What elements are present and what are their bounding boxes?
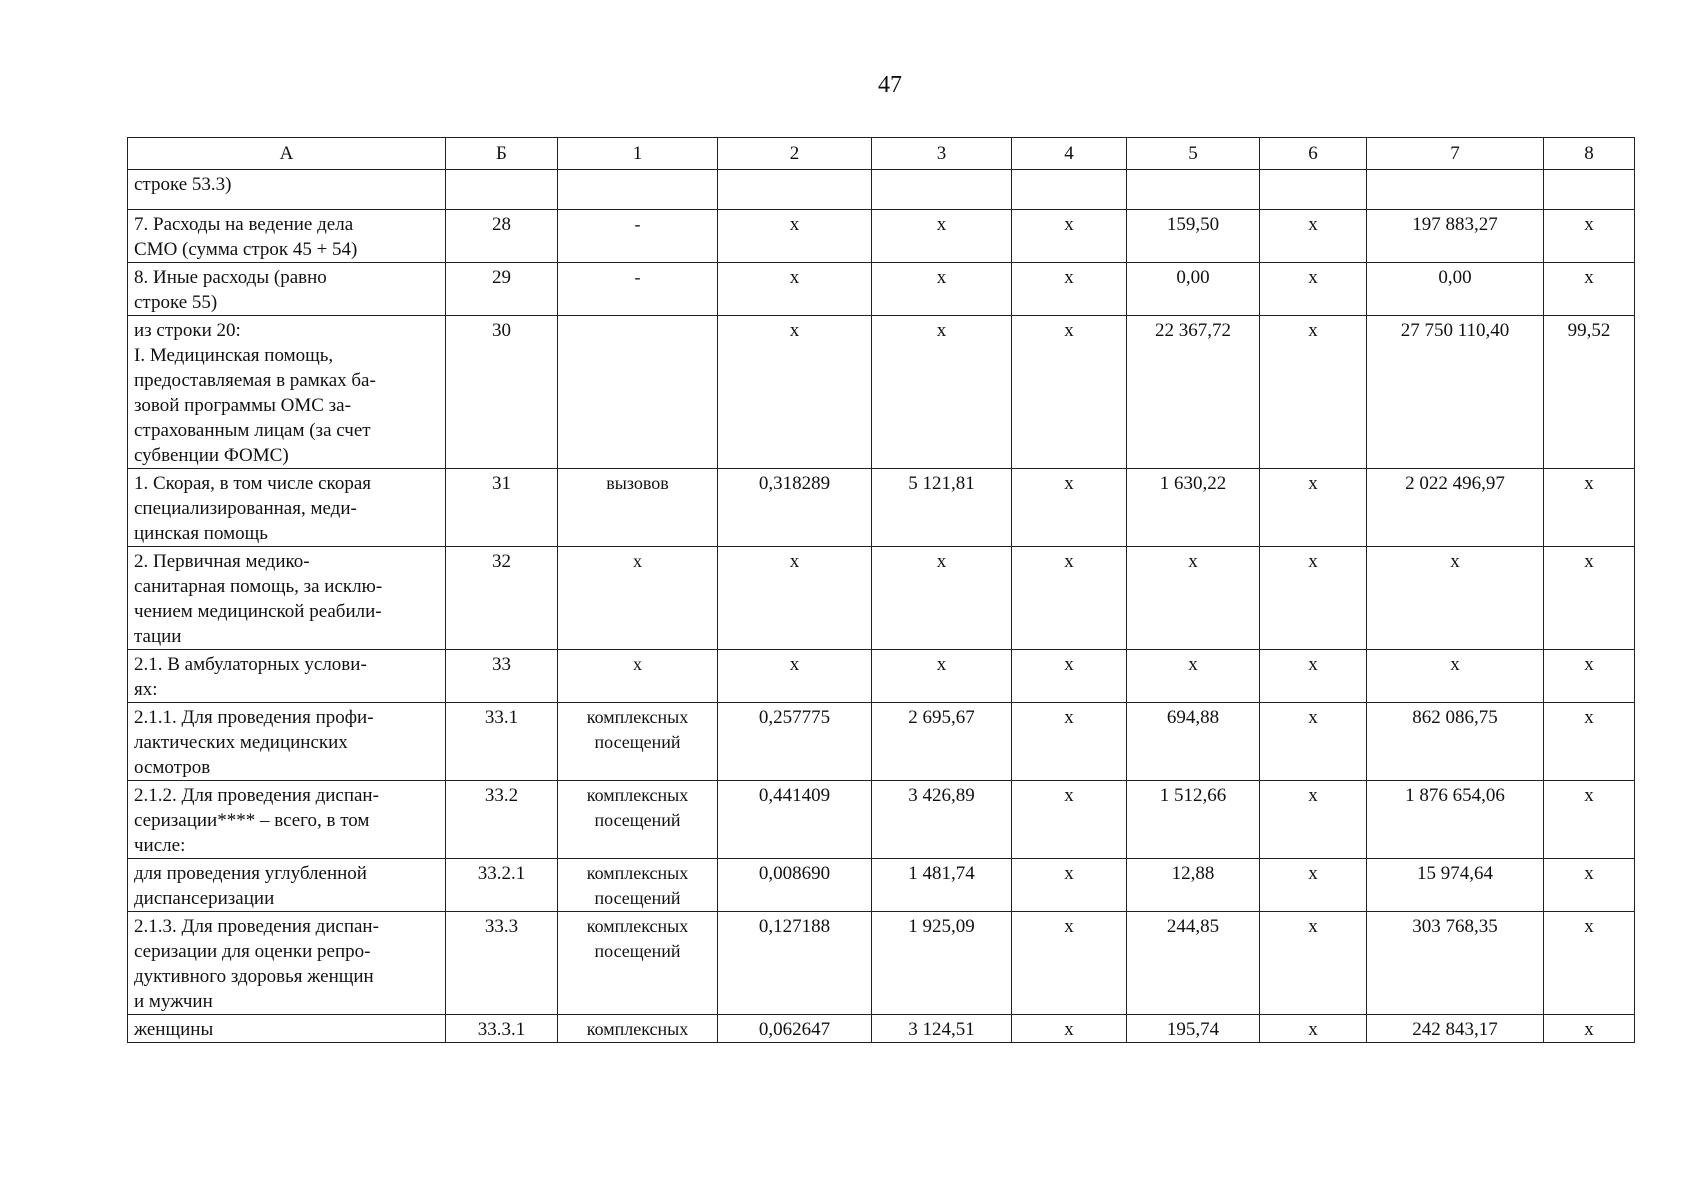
cell-unit bbox=[558, 859, 718, 912]
description-line: цинская помощь bbox=[134, 523, 268, 544]
cell-col-8: х bbox=[1544, 781, 1635, 859]
description-line: 1. Скорая, в том числе скорая bbox=[134, 473, 371, 494]
cell-col-3: х bbox=[872, 316, 1012, 469]
cell-line-code: 33.3.1 bbox=[446, 1015, 558, 1043]
table-row bbox=[128, 650, 1635, 703]
table-header bbox=[128, 138, 1635, 170]
header-col-b: Б bbox=[446, 138, 558, 170]
cell-col-8: х bbox=[1544, 210, 1635, 263]
cell-col-5: х bbox=[1127, 650, 1260, 703]
cell-col-8: х bbox=[1544, 650, 1635, 703]
cell-col-3: х bbox=[872, 547, 1012, 650]
cell-col-5: 22 367,72 bbox=[1127, 316, 1260, 469]
cell-col-4: х bbox=[1012, 703, 1127, 781]
data-table bbox=[127, 137, 1635, 1043]
description-line: осмотров bbox=[134, 757, 211, 778]
table-body bbox=[128, 170, 1635, 1043]
cell-col-7: 15 974,64 bbox=[1367, 859, 1544, 912]
description-line: и мужчин bbox=[134, 991, 213, 1012]
cell-col-4: х bbox=[1012, 650, 1127, 703]
cell-description bbox=[128, 170, 446, 210]
cell-unit bbox=[558, 170, 718, 210]
header-row bbox=[128, 138, 1635, 170]
cell-description bbox=[128, 1015, 446, 1043]
cell-description bbox=[128, 781, 446, 859]
description-line: чением медицинской реабили- bbox=[134, 601, 382, 622]
unit-line: вызовов bbox=[606, 473, 669, 493]
table-row bbox=[128, 210, 1635, 263]
unit-line: х bbox=[633, 654, 642, 674]
cell-col-6: х bbox=[1260, 210, 1367, 263]
cell-col-6: х bbox=[1260, 859, 1367, 912]
description-line: из строки 20: bbox=[134, 320, 241, 341]
cell-line-code: 28 bbox=[446, 210, 558, 263]
description-line: 2.1.1. Для проведения профи- bbox=[134, 707, 374, 728]
cell-col-6: х bbox=[1260, 781, 1367, 859]
unit-line: комплексных bbox=[586, 707, 689, 727]
cell-col-2: 0,441409 bbox=[718, 781, 872, 859]
header-col-a: А bbox=[128, 138, 446, 170]
unit-line: - bbox=[634, 214, 641, 234]
description-line: I. Медицинская помощь, bbox=[134, 345, 334, 366]
cell-col-3: 3 124,51 bbox=[872, 1015, 1012, 1043]
table-row bbox=[128, 263, 1635, 316]
cell-col-5: 244,85 bbox=[1127, 912, 1260, 1015]
cell-description bbox=[128, 210, 446, 263]
unit-line: комплексных bbox=[586, 1019, 689, 1039]
unit-line: посещений bbox=[594, 888, 681, 908]
description-line: 8. Иные расходы (равно bbox=[134, 267, 327, 288]
description-line: для проведения углубленной bbox=[134, 863, 367, 884]
description-line: 7. Расходы на ведение дела bbox=[134, 214, 354, 235]
unit-line: посещений bbox=[594, 810, 681, 830]
cell-col-7: 197 883,27 bbox=[1367, 210, 1544, 263]
unit-line: комплексных bbox=[586, 863, 689, 883]
cell-line-code bbox=[446, 170, 558, 210]
description-line: зовой программы ОМС за- bbox=[134, 395, 351, 416]
header-col-3: 3 bbox=[872, 138, 1012, 170]
header-col-6: 6 bbox=[1260, 138, 1367, 170]
cell-description bbox=[128, 912, 446, 1015]
description-line: предоставляемая в рамках ба- bbox=[134, 370, 376, 391]
cell-col-4: х bbox=[1012, 781, 1127, 859]
cell-col-2: 0,257775 bbox=[718, 703, 872, 781]
cell-col-3: х bbox=[872, 210, 1012, 263]
cell-description bbox=[128, 263, 446, 316]
header-col-4: 4 bbox=[1012, 138, 1127, 170]
cell-col-7: 2 022 496,97 bbox=[1367, 469, 1544, 547]
description-line: специализированная, меди- bbox=[134, 498, 357, 519]
cell-col-7: 862 086,75 bbox=[1367, 703, 1544, 781]
cell-col-2: 0,008690 bbox=[718, 859, 872, 912]
cell-col-2: х bbox=[718, 316, 872, 469]
cell-line-code: 32 bbox=[446, 547, 558, 650]
cell-col-4: х bbox=[1012, 1015, 1127, 1043]
cell-line-code: 33.1 bbox=[446, 703, 558, 781]
cell-col-4 bbox=[1012, 170, 1127, 210]
cell-col-8: х bbox=[1544, 1015, 1635, 1043]
cell-col-8: х bbox=[1544, 703, 1635, 781]
cell-col-6: х bbox=[1260, 469, 1367, 547]
cell-col-4: х bbox=[1012, 912, 1127, 1015]
cell-col-5: 195,74 bbox=[1127, 1015, 1260, 1043]
table-row bbox=[128, 1015, 1635, 1043]
unit-line: - bbox=[634, 267, 641, 287]
cell-description bbox=[128, 650, 446, 703]
cell-description bbox=[128, 316, 446, 469]
table-row bbox=[128, 781, 1635, 859]
cell-description bbox=[128, 547, 446, 650]
cell-col-3: 5 121,81 bbox=[872, 469, 1012, 547]
unit-line: посещений bbox=[594, 941, 681, 961]
cell-col-6: х bbox=[1260, 912, 1367, 1015]
description-line: женщины bbox=[134, 1019, 214, 1040]
description-line: дуктивного здоровья женщин bbox=[134, 966, 374, 987]
table-row bbox=[128, 859, 1635, 912]
cell-col-7: х bbox=[1367, 650, 1544, 703]
header-col-2: 2 bbox=[718, 138, 872, 170]
cell-col-3: 1 925,09 bbox=[872, 912, 1012, 1015]
cell-col-7: 242 843,17 bbox=[1367, 1015, 1544, 1043]
cell-line-code: 33.2 bbox=[446, 781, 558, 859]
cell-line-code: 31 bbox=[446, 469, 558, 547]
cell-unit bbox=[558, 703, 718, 781]
cell-col-2: х bbox=[718, 650, 872, 703]
header-col-8: 8 bbox=[1544, 138, 1635, 170]
table-row bbox=[128, 469, 1635, 547]
cell-col-3: 2 695,67 bbox=[872, 703, 1012, 781]
cell-line-code: 33.2.1 bbox=[446, 859, 558, 912]
cell-col-7: 0,00 bbox=[1367, 263, 1544, 316]
cell-col-8: х bbox=[1544, 263, 1635, 316]
cell-col-8: х bbox=[1544, 912, 1635, 1015]
cell-col-3 bbox=[872, 170, 1012, 210]
description-line: 2.1.3. Для проведения диспан- bbox=[134, 916, 379, 937]
cell-unit bbox=[558, 1015, 718, 1043]
unit-line: комплексных bbox=[586, 785, 689, 805]
cell-col-8 bbox=[1544, 170, 1635, 210]
cell-col-7 bbox=[1367, 170, 1544, 210]
cell-col-4: х bbox=[1012, 263, 1127, 316]
table-row bbox=[128, 170, 1635, 210]
cell-col-6: х bbox=[1260, 703, 1367, 781]
cell-col-8: 99,52 bbox=[1544, 316, 1635, 469]
description-line: серизации**** – всего, в том bbox=[134, 810, 370, 831]
cell-col-7: х bbox=[1367, 547, 1544, 650]
cell-col-2 bbox=[718, 170, 872, 210]
cell-col-5: 694,88 bbox=[1127, 703, 1260, 781]
table-row bbox=[128, 547, 1635, 650]
description-line: страхованным лицам (за счет bbox=[134, 420, 371, 441]
cell-col-6: х bbox=[1260, 547, 1367, 650]
unit-line: х bbox=[633, 551, 642, 571]
description-line: ях: bbox=[134, 679, 158, 700]
cell-col-4: х bbox=[1012, 547, 1127, 650]
unit-line: посещений bbox=[594, 732, 681, 752]
cell-col-6: х bbox=[1260, 1015, 1367, 1043]
description-line: 2. Первичная медико- bbox=[134, 551, 310, 572]
page-number: 47 bbox=[878, 72, 902, 98]
cell-col-5: 0,00 bbox=[1127, 263, 1260, 316]
cell-col-3: х bbox=[872, 650, 1012, 703]
cell-col-2: 0,127188 bbox=[718, 912, 872, 1015]
cell-unit bbox=[558, 650, 718, 703]
cell-unit bbox=[558, 547, 718, 650]
cell-description bbox=[128, 703, 446, 781]
cell-col-5 bbox=[1127, 170, 1260, 210]
cell-col-5: 12,88 bbox=[1127, 859, 1260, 912]
description-line: 2.1. В амбулаторных услови- bbox=[134, 654, 367, 675]
cell-col-5: 1 512,66 bbox=[1127, 781, 1260, 859]
cell-col-7: 303 768,35 bbox=[1367, 912, 1544, 1015]
cell-col-8: х bbox=[1544, 469, 1635, 547]
cell-col-4: х bbox=[1012, 210, 1127, 263]
cell-col-7: 1 876 654,06 bbox=[1367, 781, 1544, 859]
cell-col-2: х bbox=[718, 210, 872, 263]
cell-col-4: х bbox=[1012, 316, 1127, 469]
description-line: строке 55) bbox=[134, 292, 218, 313]
cell-unit bbox=[558, 316, 718, 469]
description-line: 2.1.2. Для проведения диспан- bbox=[134, 785, 379, 806]
table-row bbox=[128, 703, 1635, 781]
description-line: тации bbox=[134, 626, 182, 647]
unit-line: комплексных bbox=[586, 916, 689, 936]
description-line: числе: bbox=[134, 835, 186, 856]
cell-col-3: 1 481,74 bbox=[872, 859, 1012, 912]
cell-col-3: х bbox=[872, 263, 1012, 316]
cell-col-6 bbox=[1260, 170, 1367, 210]
description-line: серизации для оценки репро- bbox=[134, 941, 371, 962]
cell-col-6: х bbox=[1260, 263, 1367, 316]
header-col-7: 7 bbox=[1367, 138, 1544, 170]
cell-col-8: х bbox=[1544, 547, 1635, 650]
description-line: СМО (сумма строк 45 + 54) bbox=[134, 239, 358, 260]
cell-unit bbox=[558, 781, 718, 859]
header-col-5: 5 bbox=[1127, 138, 1260, 170]
description-line: строке 53.3) bbox=[134, 174, 232, 195]
cell-col-2: х bbox=[718, 263, 872, 316]
cell-line-code: 33 bbox=[446, 650, 558, 703]
table-row bbox=[128, 316, 1635, 469]
cell-description bbox=[128, 469, 446, 547]
cell-col-2: 0,062647 bbox=[718, 1015, 872, 1043]
description-line: субвенции ФОМС) bbox=[134, 445, 289, 466]
cell-col-5: х bbox=[1127, 547, 1260, 650]
cell-col-4: х bbox=[1012, 469, 1127, 547]
cell-col-6: х bbox=[1260, 650, 1367, 703]
header-col-1: 1 bbox=[558, 138, 718, 170]
cell-col-5: 159,50 bbox=[1127, 210, 1260, 263]
cell-unit bbox=[558, 210, 718, 263]
description-line: лактических медицинских bbox=[134, 732, 348, 753]
cell-line-code: 33.3 bbox=[446, 912, 558, 1015]
cell-line-code: 30 bbox=[446, 316, 558, 469]
cell-col-2: 0,318289 bbox=[718, 469, 872, 547]
cell-col-3: 3 426,89 bbox=[872, 781, 1012, 859]
description-line: диспансеризации bbox=[134, 888, 275, 909]
description-line: санитарная помощь, за исклю- bbox=[134, 576, 383, 597]
table-row bbox=[128, 912, 1635, 1015]
cell-col-8: х bbox=[1544, 859, 1635, 912]
cell-col-4: х bbox=[1012, 859, 1127, 912]
cell-col-5: 1 630,22 bbox=[1127, 469, 1260, 547]
cell-col-7: 27 750 110,40 bbox=[1367, 316, 1544, 469]
cell-description bbox=[128, 859, 446, 912]
cell-unit bbox=[558, 469, 718, 547]
cell-line-code: 29 bbox=[446, 263, 558, 316]
cell-col-6: х bbox=[1260, 316, 1367, 469]
cell-col-2: х bbox=[718, 547, 872, 650]
cell-unit bbox=[558, 263, 718, 316]
cell-unit bbox=[558, 912, 718, 1015]
